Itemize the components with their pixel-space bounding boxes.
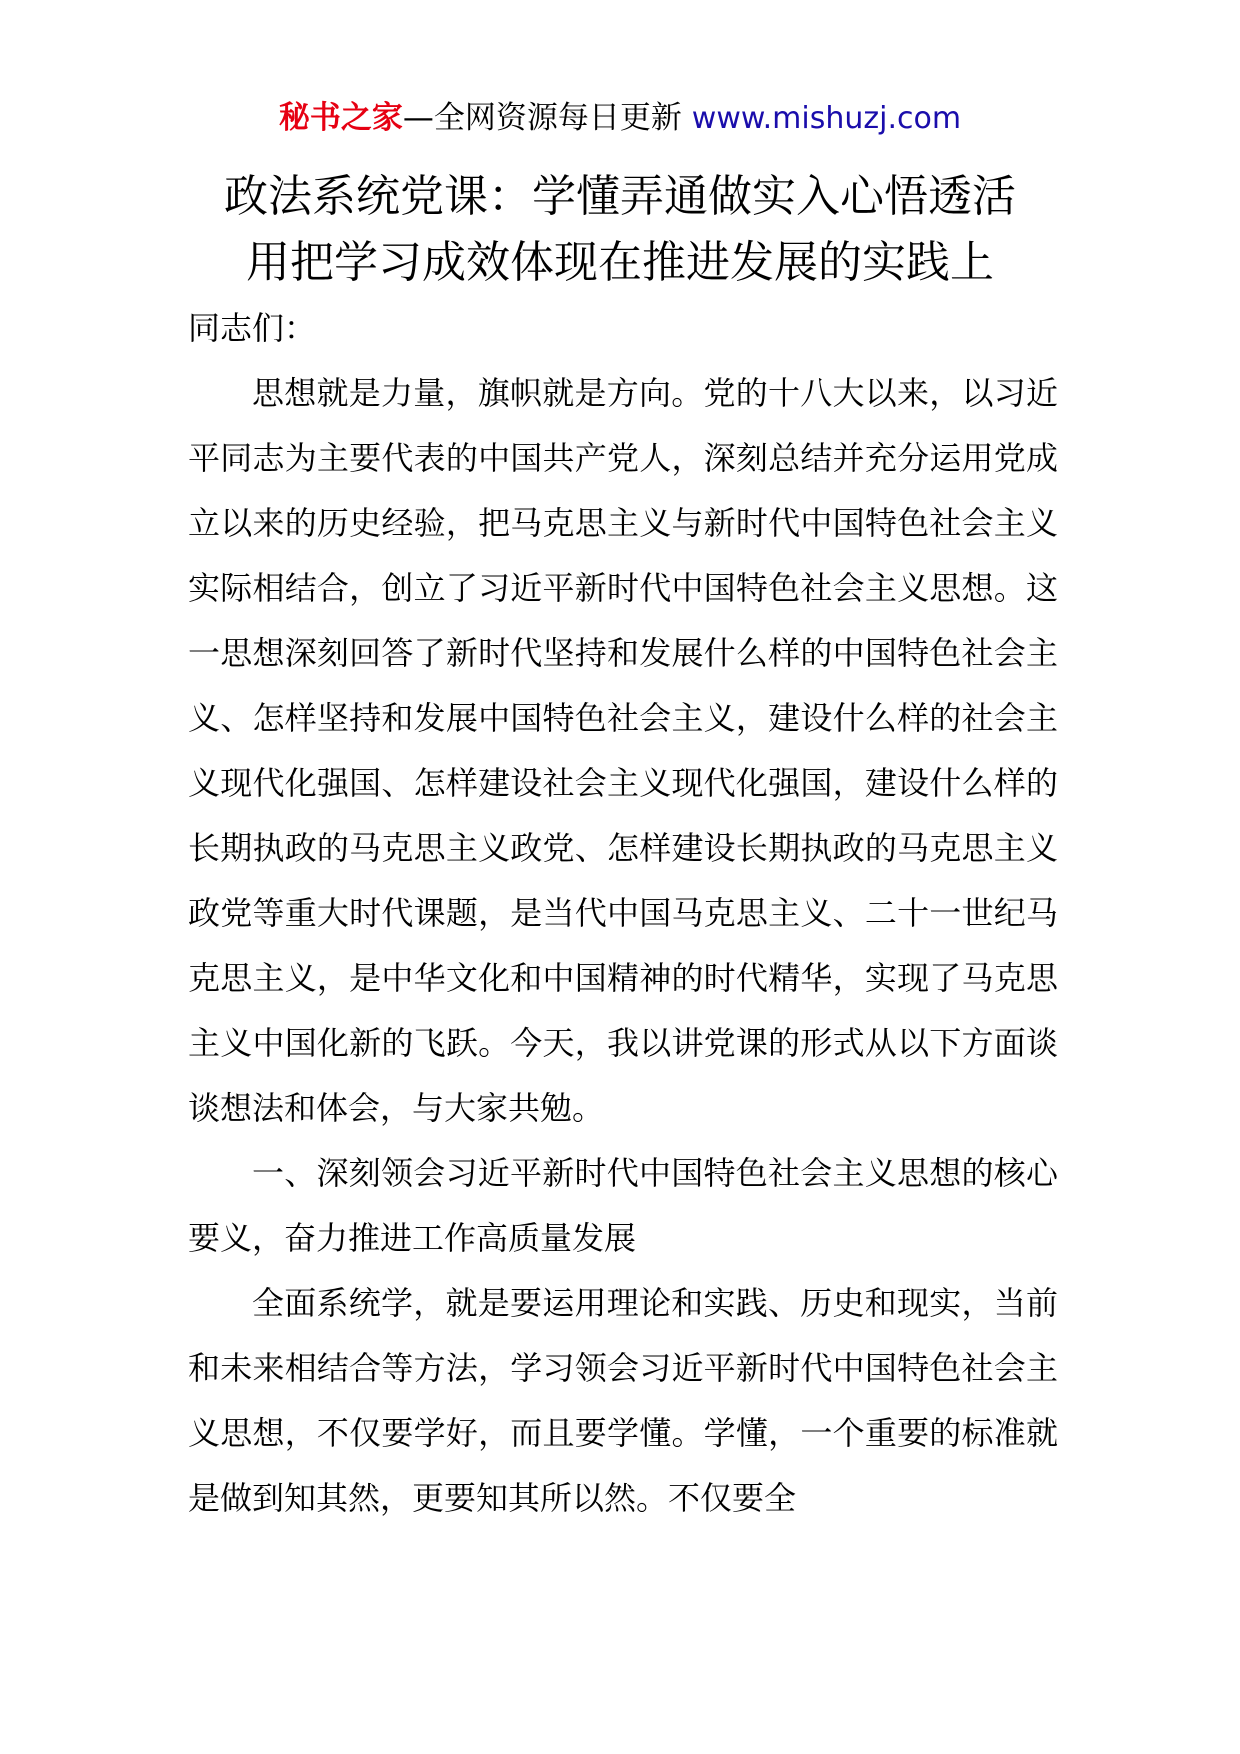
document-title <box>180 164 1060 296</box>
site-url-link[interactable]: www.mishuzj.com <box>691 101 962 136</box>
body-paragraph: 全面系统学，就是要运用理论和实践、历史和现实，当前和未来相结合等方法，学习领会习近平新时代中国特色社会主义思想，不仅要学好，而且要学懂。学懂，一个重要的标准就是做到知其然，更要知其所以然。不仅要全 <box>188 1284 1058 1517</box>
header-tagline: —全网资源每日更新 <box>402 100 682 136</box>
brand-name: 秘书之家 <box>278 100 403 136</box>
body-paragraph: 思想就是力量，旗帜就是方向。党的十八大以来，以习近平同志为主要代表的中国共产党人，深刻总结并充分运用党成立以来的历史经验，把马克思主义与新时代中国特色社会主义实际相结合，创立了习近平新时代中国特色社会主义思想。这一思想深刻回答了新时代坚持和发展什么样的中国特色社会主义、怎样坚持和发展中国特色社会主义，建设什么样的社会主义现代化强国、怎样建设社会主义现代化强国，建设什么样的长期执政的马克思主义政党、怎样建设长期执政的马克思主义政党等重大时代课题，是当代中国马克思主义、二十一世纪马克思主义，是中华文化和中国精神的时代精华，实现了马克思主义中国化新的飞跃。今天，我以讲党课的形式从以下方面谈谈想法和体会，与大家共勉。 <box>188 374 1058 1127</box>
site-header <box>0 96 1240 141</box>
document-body <box>188 296 1058 1531</box>
salutation: 同志们： <box>188 309 317 347</box>
title-line-1: 政法系统党课：学懂弄通做实入心悟透活 <box>224 171 1016 222</box>
title-line-2: 用把学习成效体现在推进发展的实践上 <box>246 237 994 288</box>
section-heading: 一、深刻领会习近平新时代中国特色社会主义思想的核心要义，奋力推进工作高质量发展 <box>188 1154 1058 1257</box>
